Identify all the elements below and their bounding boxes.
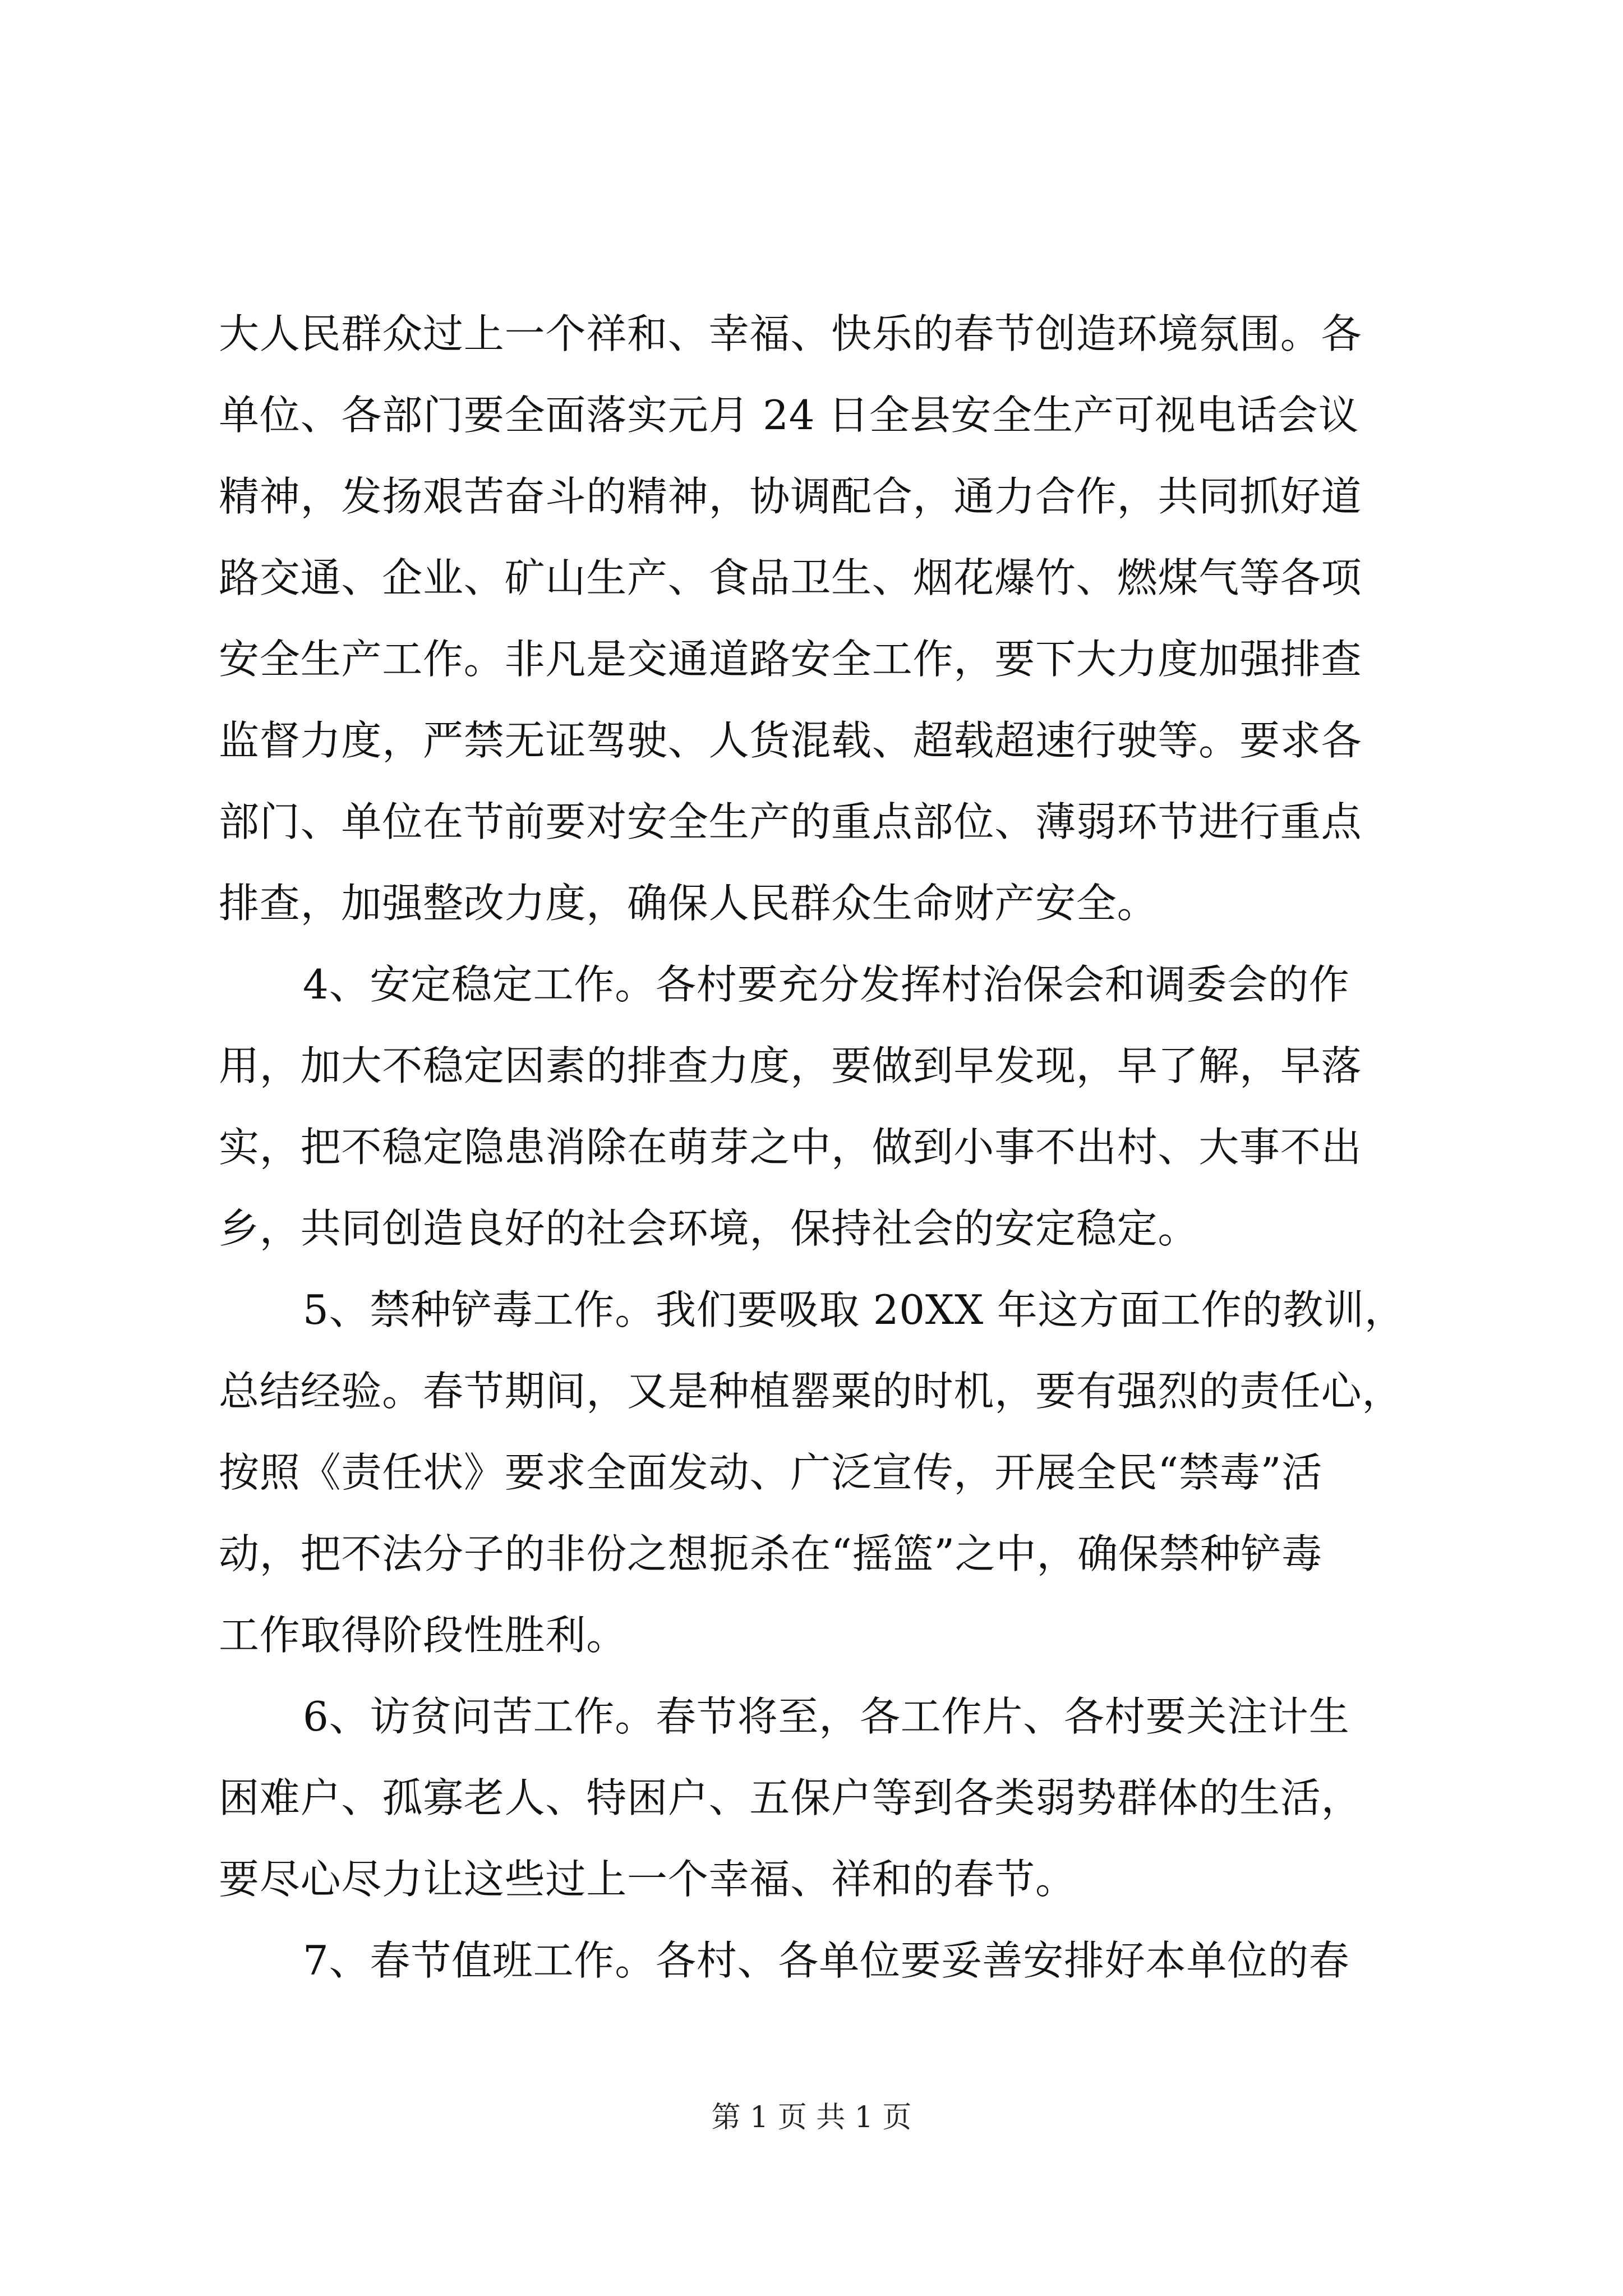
text-line: 排查，加强整改力度，确保人民群众生命财产安全。 [219, 880, 1158, 927]
text-line: 精神，发扬艰苦奋斗的精神，协调配合，通力合作，共同抓好道 [219, 473, 1362, 520]
text-line: 监督力度，严禁无证驾驶、人货混载、超载超速行驶等。要求各 [219, 717, 1362, 764]
text-line: 路交通、企业、矿山生产、食品卫生、烟花爆竹、燃煤气等各项 [219, 554, 1362, 601]
text-line: 按照《责任状》要求全面发动、广泛宣传，开展全民“禁毒”活 [219, 1449, 1323, 1496]
text-line: 要尽心尽力让这些过上一个幸福、祥和的春节。 [219, 1856, 1076, 1903]
text-line: 用，加大不稳定因素的排查力度，要做到早发现，早了解，早落 [219, 1042, 1362, 1089]
page-number-footer: 第 1 页 共 1 页 [711, 2101, 912, 2134]
text-line: 单位、各部门要全面落实元月 24 日全县安全生产可视电话会议 [219, 392, 1359, 439]
text-line: 安全生产工作。非凡是交通道路安全工作，要下大力度加强排查 [219, 636, 1362, 683]
text-line: 乡，共同创造良好的社会环境，保持社会的安定稳定。 [219, 1205, 1199, 1252]
paragraph-first-line: 4、安定稳定工作。各村要充分发挥村治保会和调委会的作 [303, 961, 1350, 1008]
paragraph-first-line: 7、春节值班工作。各村、各单位要妥善安排好本单位的春 [303, 1937, 1350, 1984]
text-line: 实，把不稳定隐患消除在萌芽之中，做到小事不出村、大事不出 [219, 1124, 1362, 1171]
text-line: 工作取得阶段性胜利。 [219, 1612, 628, 1659]
paragraph-first-line: 6、访贫问苦工作。春节将至，各工作片、各村要关注计生 [303, 1693, 1350, 1740]
text-line: 大人民群众过上一个祥和、幸福、快乐的春节创造环境氛围。各 [219, 310, 1362, 357]
text-line: 总结经验。春节期间，又是种植罂粟的时机，要有强烈的责任心， [219, 1368, 1403, 1415]
paragraph-first-line: 5、禁种铲毒工作。我们要吸取 20XX 年这方面工作的教训， [303, 1286, 1405, 1333]
text-line: 部门、单位在节前要对安全生产的重点部位、薄弱环节进行重点 [219, 798, 1362, 845]
text-line: 动，把不法分子的非份之想扼杀在“摇篮”之中，确保禁种铲毒 [219, 1530, 1323, 1577]
text-line: 困难户、孤寡老人、特困户、五保户等到各类弱势群体的生活， [219, 1774, 1362, 1821]
